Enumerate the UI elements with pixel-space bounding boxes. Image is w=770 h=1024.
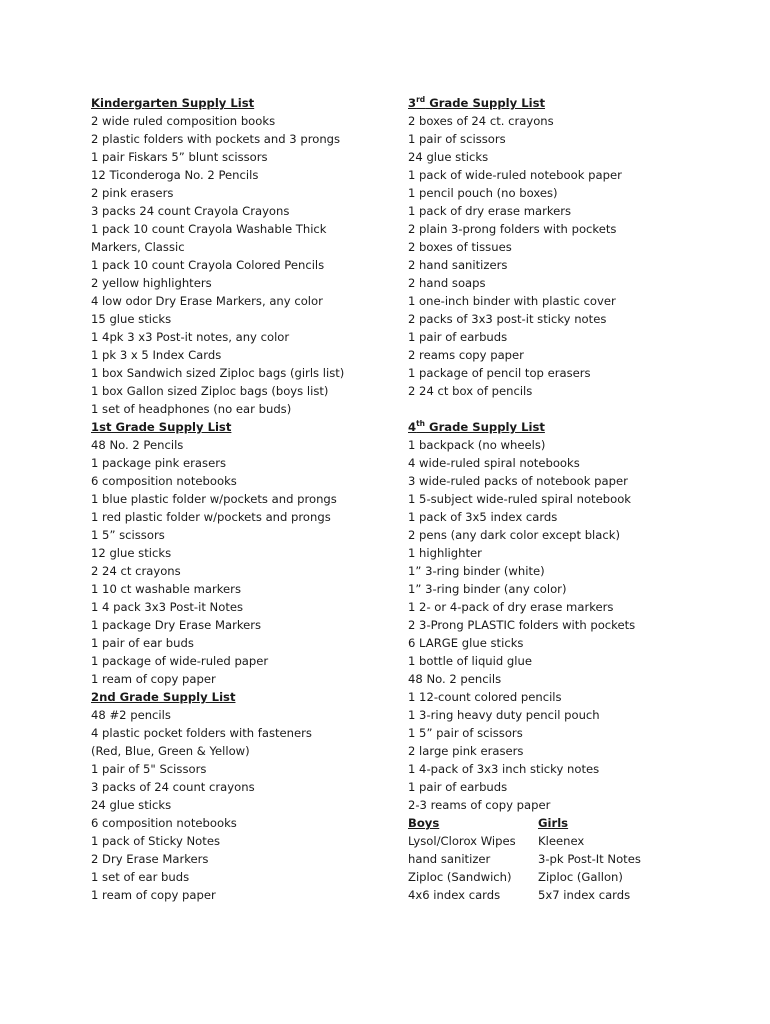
list-item: 1 4-pack of 3x3 inch sticky notes [408,762,600,776]
boys-girls-row [408,886,708,904]
boys-girls-list [408,832,708,904]
list-item: 2 plain 3-prong folders with pockets [408,222,617,236]
list-item: 1 pack 10 count Crayola Colored Pencils [91,258,325,272]
left-column [91,94,391,904]
girls-item: 3-pk Post-It Notes [538,852,641,866]
list-item: 1 pack of 3x5 index cards [408,510,558,524]
list-item: 1 backpack (no wheels) [408,438,546,452]
list-item: 48 No. 2 pencils [408,672,502,686]
list-item: 2 Dry Erase Markers [91,852,209,866]
right-column [408,94,708,904]
list-item: 1 pair of 5" Scissors [91,762,207,776]
list-item: 2 yellow highlighters [91,276,212,290]
list-item: 3 wide-ruled packs of notebook paper [408,474,628,488]
list-item: 1” 3-ring binder (any color) [408,582,567,596]
list-item: 1 12-count colored pencils [408,690,562,704]
list-item: 2 wide ruled composition books [91,114,276,128]
grade1-list [91,436,391,688]
list-item: 1 pack 10 count Crayola Washable Thick [91,222,327,236]
list-item: 48 #2 pencils [91,708,171,722]
list-item: 1 ream of copy paper [91,888,216,902]
list-item: 2 boxes of tissues [408,240,512,254]
list-item: 6 LARGE glue sticks [408,636,524,650]
list-item: 1 pack of dry erase markers [408,204,572,218]
list-item: 1 pk 3 x 5 Index Cards [91,348,222,362]
list-item: 1 one-inch binder with plastic cover [408,294,616,308]
list-item: 1 bottle of liquid glue [408,654,532,668]
list-item: 1 box Sandwich sized Ziploc bags (girls list) [91,366,345,380]
kindergarten-list [91,112,391,418]
list-item: 6 composition notebooks [91,816,237,830]
girls-item: Ziploc (Gallon) [538,870,623,884]
list-item: 24 glue sticks [91,798,172,812]
list-item: 4 plastic pocket folders with fasteners [91,726,312,740]
list-item: 2 boxes of 24 ct. crayons [408,114,554,128]
list-item: 2 plastic folders with pockets and 3 prongs [91,132,341,146]
list-item: 24 glue sticks [408,150,489,164]
list-item: 12 Ticonderoga No. 2 Pencils [91,168,259,182]
list-item: 1 4 pack 3x3 Post-it Notes [91,600,244,614]
boys-item: Ziploc (Sandwich) [408,870,512,884]
grade3-list [408,112,708,400]
list-item: 1 pair of earbuds [408,780,508,794]
boys-girls-row [408,832,708,850]
grade1-heading: 1st Grade Supply List [91,420,232,434]
list-item: 1 5” pair of scissors [408,726,523,740]
list-item: 1 5” scissors [91,528,165,542]
list-item: 6 composition notebooks [91,474,237,488]
list-item: 15 glue sticks [91,312,172,326]
boys-girls-row [408,850,708,868]
boys-item: hand sanitizer [408,852,491,866]
list-item: 1 box Gallon sized Ziploc bags (boys list) [91,384,329,398]
list-item: 2 packs of 3x3 post-it sticky notes [408,312,607,326]
list-item: 1 pair of earbuds [408,330,508,344]
list-item: 2 hand sanitizers [408,258,508,272]
list-item: 3 packs of 24 count crayons [91,780,255,794]
list-item: 2 24 ct box of pencils [408,384,533,398]
list-item: 1 10 ct washable markers [91,582,241,596]
grade4-heading: 4th Grade Supply List [408,419,545,434]
list-item: Markers, Classic [91,240,185,254]
list-item: 4 wide-ruled spiral notebooks [408,456,580,470]
list-item: 1 blue plastic folder w/pockets and prongs [91,492,337,506]
list-item: 3 packs 24 count Crayola Crayons [91,204,290,218]
list-item: 1 pencil pouch (no boxes) [408,186,558,200]
list-item: 2 pens (any dark color except black) [408,528,620,542]
section-gap [408,400,708,418]
girls-item: 5x7 index cards [538,888,631,902]
list-item: 1 package pink erasers [91,456,227,470]
list-item: 2 pink erasers [91,186,174,200]
list-item: 1 pack of Sticky Notes [91,834,220,848]
list-item: 1 4pk 3 x3 Post-it notes, any color [91,330,290,344]
list-item: 1 2- or 4-pack of dry erase markers [408,600,614,614]
list-item: 1 red plastic folder w/pockets and prongs [91,510,331,524]
boys-item: Lysol/Clorox Wipes [408,834,516,848]
girls-heading: Girls [538,816,569,830]
list-item: 2-3 reams of copy paper [408,798,551,812]
list-item: 1 set of ear buds [91,870,190,884]
list-item: 48 No. 2 Pencils [91,438,184,452]
list-item: 1 set of headphones (no ear buds) [91,402,292,416]
list-item: 12 glue sticks [91,546,172,560]
list-item: 2 reams copy paper [408,348,524,362]
grade4-list [408,436,708,814]
list-item: (Red, Blue, Green & Yellow) [91,744,250,758]
list-item: 2 hand soaps [408,276,486,290]
list-item: 1 pair Fiskars 5” blunt scissors [91,150,268,164]
list-item: 1 pair of scissors [408,132,506,146]
kindergarten-heading: Kindergarten Supply List [91,96,255,110]
list-item: 2 3-Prong PLASTIC folders with pockets [408,618,636,632]
boys-girls-row [408,868,708,886]
list-item: 1 pack of wide-ruled notebook paper [408,168,622,182]
girls-item: Kleenex [538,834,585,848]
boys-girls-header [408,814,708,832]
boys-heading: Boys [408,816,440,830]
list-item: 2 24 ct crayons [91,564,181,578]
grade2-heading: 2nd Grade Supply List [91,690,236,704]
list-item: 1 package Dry Erase Markers [91,618,262,632]
list-item: 1 ream of copy paper [91,672,216,686]
list-item: 1 5-subject wide-ruled spiral notebook [408,492,631,506]
list-item: 1 package of wide-ruled paper [91,654,269,668]
list-item: 1 pair of ear buds [91,636,194,650]
boys-item: 4x6 index cards [408,888,501,902]
list-item: 2 large pink erasers [408,744,524,758]
list-item: 1 3-ring heavy duty pencil pouch [408,708,600,722]
list-item: 1 package of pencil top erasers [408,366,591,380]
grade3-heading: 3rd Grade Supply List [408,95,546,110]
list-item: 4 low odor Dry Erase Markers, any color [91,294,323,308]
list-item: 1” 3-ring binder (white) [408,564,545,578]
list-item: 1 highlighter [408,546,482,560]
grade2-list [91,706,391,904]
